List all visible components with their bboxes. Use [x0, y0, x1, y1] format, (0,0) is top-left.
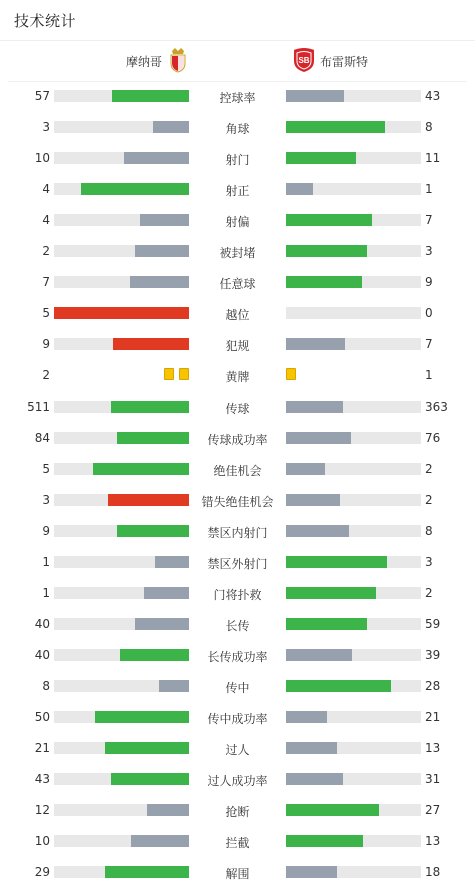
stat-row [0, 267, 475, 298]
home-value: 4 [42, 213, 50, 228]
home-value: 511 [27, 399, 50, 414]
away-value: 2 [425, 585, 433, 600]
home-bar-track [54, 90, 189, 102]
yellow-card-icon [286, 368, 296, 380]
away-bar-track [286, 245, 421, 257]
stat-label: 射正 [225, 184, 250, 199]
stat-row [0, 236, 475, 267]
stat-row [0, 609, 475, 640]
home-bar-track [54, 618, 189, 630]
home-value: 7 [42, 275, 50, 290]
away-bar-fill [286, 401, 343, 413]
stat-row [0, 423, 475, 454]
away-value: 8 [425, 523, 433, 538]
away-value: 1 [425, 182, 433, 197]
away-cards [286, 368, 316, 382]
home-bar-fill [131, 835, 189, 847]
home-value: 3 [42, 492, 50, 507]
stats-header [0, 0, 475, 41]
away-bar-fill [286, 773, 343, 785]
home-bar-fill [111, 773, 189, 785]
away-bar-track [286, 866, 421, 878]
home-bar-fill [130, 276, 189, 288]
home-bar-track [54, 773, 189, 785]
home-bar-fill [95, 711, 190, 723]
away-bar-fill [286, 121, 385, 133]
home-bar-track [54, 307, 189, 319]
home-bar-fill [111, 401, 189, 413]
away-value: 31 [425, 772, 441, 787]
stat-label: 绝佳机会 [213, 463, 262, 478]
home-value: 8 [42, 678, 50, 693]
home-bar-fill [140, 214, 189, 226]
away-bar-track [286, 835, 421, 847]
home-bar-track [54, 711, 189, 723]
home-bar-fill [113, 338, 189, 350]
away-value: 2 [425, 461, 433, 476]
home-bar-track [54, 432, 189, 444]
away-bar-fill [286, 680, 391, 692]
away-value: 0 [425, 306, 433, 321]
monaco-crest-icon [169, 47, 187, 73]
home-value: 43 [34, 772, 50, 787]
stat-row [0, 143, 475, 174]
home-bar-track [54, 463, 189, 475]
yellow-card-icon [164, 368, 174, 380]
home-team-name: 摩纳哥 [126, 55, 163, 69]
away-value: 3 [425, 554, 433, 569]
stat-row [0, 733, 475, 764]
stat-label: 传球 [225, 401, 250, 416]
home-value: 29 [34, 865, 50, 880]
away-bar-fill [286, 214, 372, 226]
away-bar-track [286, 587, 421, 599]
away-bar-fill [286, 494, 340, 506]
away-bar-track [286, 494, 421, 506]
home-value: 21 [34, 741, 50, 756]
stat-label: 犯规 [225, 339, 250, 354]
home-value: 1 [42, 554, 50, 569]
stat-row [0, 298, 475, 329]
stat-row [0, 795, 475, 826]
stat-row [0, 360, 475, 391]
home-bar-fill [159, 680, 189, 692]
away-bar-track [286, 401, 421, 413]
home-bar-track [54, 152, 189, 164]
stat-row [0, 174, 475, 205]
away-bar-fill [286, 90, 344, 102]
home-value: 50 [34, 710, 50, 724]
stat-row [0, 857, 475, 888]
away-value: 3 [425, 244, 433, 259]
away-bar-track [286, 307, 421, 319]
away-bar-track [286, 214, 421, 226]
home-bar-track [54, 525, 189, 537]
away-bar-track [286, 432, 421, 444]
stat-row [0, 640, 475, 671]
home-bar-fill [117, 432, 189, 444]
away-bar-track [286, 680, 421, 692]
away-bar-fill [286, 618, 367, 630]
home-bar-track [54, 183, 189, 195]
stat-row [0, 392, 475, 423]
home-bar-track [54, 742, 189, 754]
home-bar-fill [124, 152, 189, 164]
home-value: 4 [42, 182, 50, 197]
away-value: 39 [425, 647, 441, 662]
stat-label: 拦截 [225, 836, 250, 851]
home-value: 12 [34, 803, 50, 818]
away-bar-fill [286, 183, 313, 195]
home-bar-track [54, 835, 189, 847]
away-bar-track [286, 276, 421, 288]
home-value: 40 [34, 647, 50, 662]
away-bar-track [286, 618, 421, 630]
stat-row [0, 826, 475, 857]
home-bar-fill [155, 556, 189, 568]
stat-label: 传球成功率 [207, 432, 268, 447]
away-bar-fill [286, 711, 327, 723]
stat-row [0, 516, 475, 547]
away-bar-track [286, 121, 421, 133]
away-team-name: 布雷斯特 [320, 55, 369, 69]
stat-label: 被封堵 [219, 246, 256, 261]
stat-row [0, 547, 475, 578]
away-bar-fill [286, 556, 387, 568]
home-value: 2 [42, 368, 50, 383]
stat-row [0, 329, 475, 360]
away-bar-track [286, 711, 421, 723]
home-value: 40 [34, 616, 50, 631]
home-bar-fill [105, 742, 189, 754]
away-bar-track [286, 463, 421, 475]
stat-label: 过人成功率 [207, 774, 268, 789]
stat-label: 过人 [225, 743, 250, 758]
home-bar-fill [135, 245, 189, 257]
away-bar-fill [286, 866, 337, 878]
stat-label: 射偏 [225, 215, 250, 230]
home-cards [162, 368, 189, 382]
home-bar-fill [153, 121, 189, 133]
stat-row [0, 578, 475, 609]
away-value: 363 [425, 399, 448, 414]
home-value: 5 [42, 461, 50, 476]
home-value: 9 [42, 337, 50, 352]
page-title: 技术统计 [14, 12, 77, 30]
home-bar-fill [144, 587, 189, 599]
away-bar-fill [286, 525, 349, 537]
home-bar-track [54, 121, 189, 133]
home-bar-track [54, 338, 189, 350]
home-bar-track [54, 494, 189, 506]
away-bar-fill [286, 649, 352, 661]
stat-label: 长传 [225, 618, 250, 633]
away-value: 7 [425, 213, 433, 228]
home-bar-fill [54, 307, 189, 319]
away-bar-fill [286, 245, 367, 257]
home-bar-track [54, 556, 189, 568]
home-value: 1 [42, 585, 50, 600]
stat-label: 禁区外射门 [207, 556, 268, 571]
away-bar-track [286, 90, 421, 102]
home-value: 10 [34, 834, 50, 849]
home-value: 2 [42, 244, 50, 259]
stat-label: 黄牌 [225, 370, 250, 385]
stat-row [0, 485, 475, 516]
away-bar-fill [286, 463, 325, 475]
away-bar-fill [286, 338, 345, 350]
brest-crest-icon [292, 47, 316, 73]
home-bar-fill [81, 183, 189, 195]
away-value: 1 [425, 368, 433, 383]
brest-crest-text: SB [298, 56, 310, 65]
home-value: 9 [42, 523, 50, 538]
away-value: 13 [425, 741, 441, 756]
home-bar-fill [117, 525, 189, 537]
home-bar-track [54, 401, 189, 413]
stat-label: 传中成功率 [207, 712, 268, 726]
away-bar-fill [286, 152, 356, 164]
away-value: 13 [425, 834, 441, 849]
home-bar-fill [120, 649, 189, 661]
home-bar-fill [108, 494, 189, 506]
stat-label: 射门 [225, 153, 250, 168]
home-value: 57 [34, 89, 50, 103]
home-value: 10 [34, 151, 50, 166]
home-bar-fill [105, 866, 189, 878]
home-bar-track [54, 866, 189, 878]
stat-label: 控球率 [219, 91, 256, 105]
stat-row [0, 205, 475, 236]
away-value: 18 [425, 865, 441, 880]
away-bar-track [286, 804, 421, 816]
away-bar-fill [286, 276, 362, 288]
home-bar-track [54, 276, 189, 288]
stat-label: 错失绝佳机会 [201, 494, 274, 509]
away-bar-track [286, 556, 421, 568]
away-bar-fill [286, 742, 337, 754]
away-value: 8 [425, 120, 433, 135]
home-bar-fill [147, 804, 189, 816]
teams-bar [8, 41, 466, 82]
yellow-card-icon [179, 368, 189, 380]
stat-label: 抢断 [225, 805, 250, 820]
home-bar-track [54, 680, 189, 692]
away-value: 59 [425, 616, 441, 631]
away-value: 43 [425, 89, 441, 103]
away-value: 28 [425, 678, 441, 693]
away-value: 27 [425, 803, 441, 818]
stat-label: 禁区内射门 [207, 525, 268, 540]
away-bar-track [286, 742, 421, 754]
stat-label: 角球 [225, 122, 250, 137]
away-bar-fill [286, 835, 363, 847]
away-value: 76 [425, 430, 441, 445]
stat-row [0, 764, 475, 795]
away-bar-fill [286, 804, 379, 816]
away-bar-track [286, 649, 421, 661]
stat-label: 越位 [225, 308, 250, 323]
away-bar-track [286, 338, 421, 350]
stat-row [0, 671, 475, 702]
home-bar-track [54, 245, 189, 257]
stat-row [0, 112, 475, 143]
stat-label: 解围 [225, 867, 250, 882]
home-bar-track [54, 587, 189, 599]
home-value: 84 [34, 430, 50, 445]
away-bar-track [286, 773, 421, 785]
away-value: 9 [425, 275, 433, 290]
home-value: 3 [42, 120, 50, 135]
away-value: 2 [425, 492, 433, 507]
stat-label: 长传成功率 [207, 649, 268, 664]
home-bar-track [54, 214, 189, 226]
home-bar-fill [112, 90, 189, 102]
stat-label: 传中 [225, 680, 250, 695]
stat-label: 门将扑救 [213, 587, 262, 602]
stat-label: 任意球 [219, 277, 256, 292]
away-bar-fill [286, 432, 351, 444]
home-value: 5 [42, 306, 50, 321]
away-value: 21 [425, 710, 441, 724]
home-bar-track [54, 804, 189, 816]
home-bar-fill [93, 463, 189, 475]
away-bar-track [286, 525, 421, 537]
away-bar-fill [286, 587, 376, 599]
away-bar-track [286, 183, 421, 195]
away-value: 11 [425, 151, 441, 166]
home-bar-fill [135, 618, 189, 630]
away-value: 7 [425, 337, 433, 352]
stat-row [0, 702, 475, 733]
home-bar-track [54, 649, 189, 661]
stat-row [0, 454, 475, 485]
away-bar-track [286, 152, 421, 164]
stat-row [0, 81, 475, 112]
